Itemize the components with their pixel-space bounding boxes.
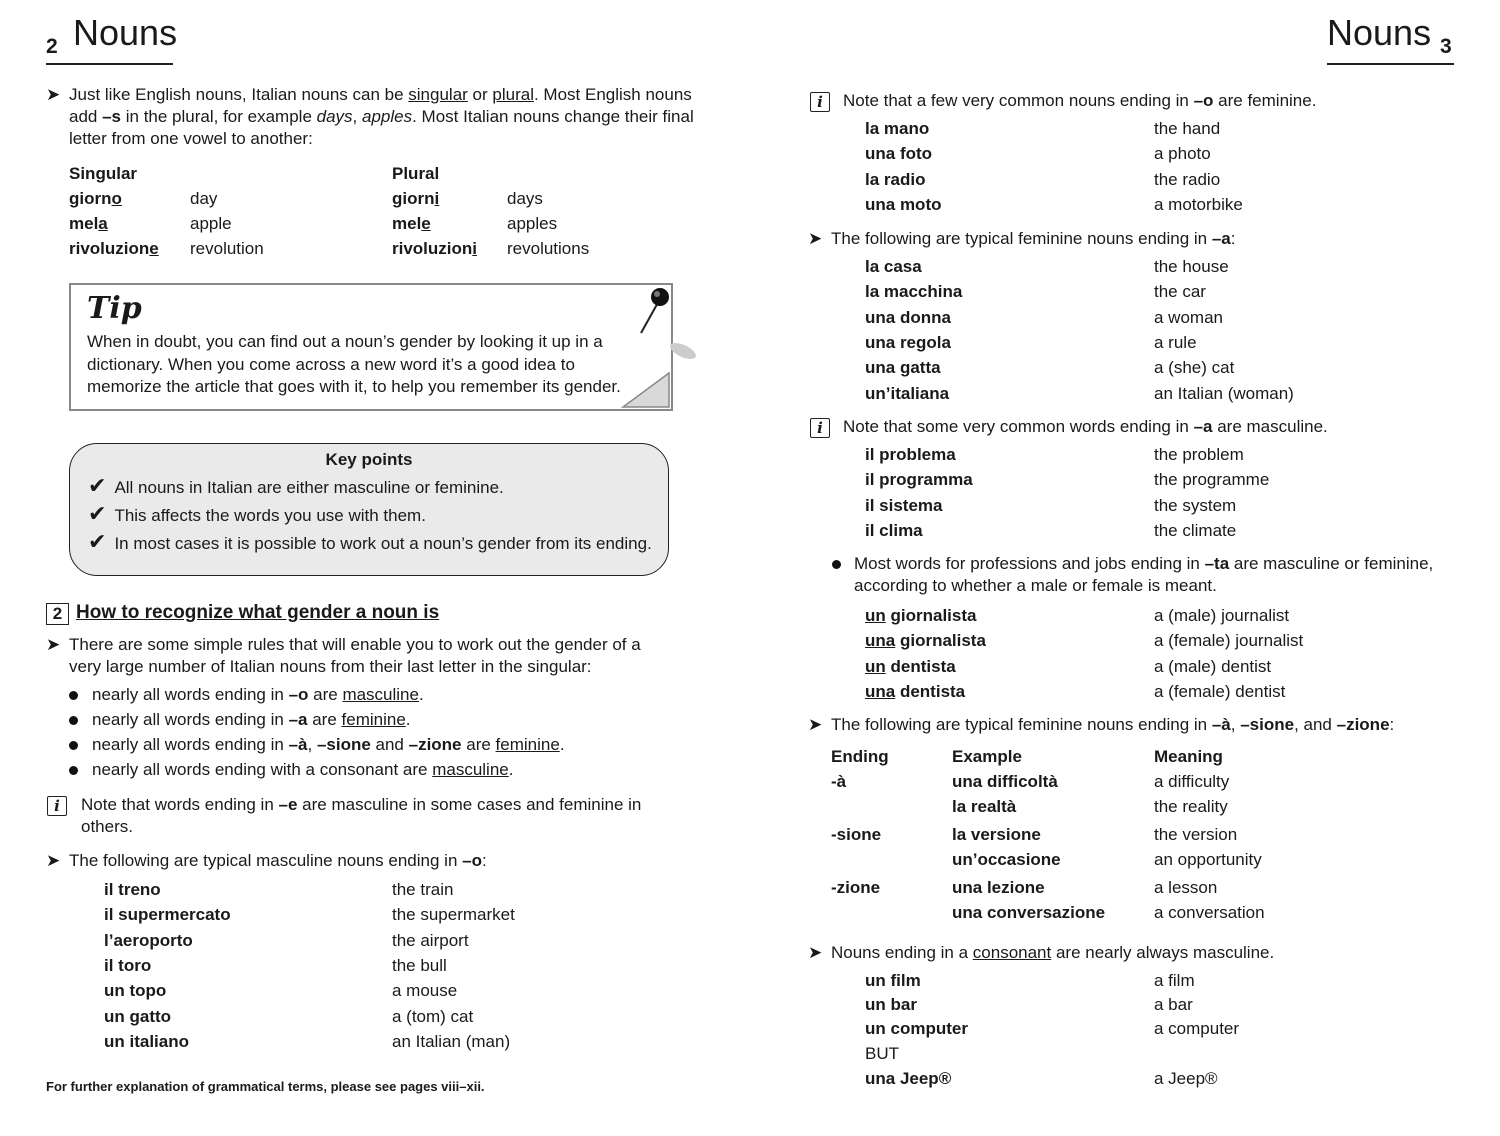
plural-word (392, 213, 431, 235)
italian-noun: una gatta (865, 358, 941, 378)
key-point-item: ✔ This affects the words you use with them. (88, 502, 426, 527)
english-meaning: a bar (1154, 995, 1193, 1014)
english-meaning: a (tom) cat (392, 1006, 474, 1026)
plural-word (392, 238, 477, 260)
english-meaning: the train (392, 880, 454, 899)
word-stem: rivoluzion (69, 239, 150, 258)
english-meaning: a mouse (392, 981, 458, 1001)
word-ending: i (472, 239, 478, 258)
article: un (865, 656, 886, 676)
english-meaning: a (female) dentist (1154, 681, 1286, 701)
italian-noun: il sistema (865, 495, 943, 515)
col-header-meaning: Meaning (1154, 747, 1223, 766)
info-icon: i (47, 796, 67, 816)
page-title: Nouns (73, 12, 178, 53)
word-ending: e (421, 214, 431, 233)
italian-noun: la casa (865, 257, 922, 276)
noun: dentista (895, 681, 966, 701)
tip-title: Tip (87, 291, 142, 326)
ending-cell: -sione (831, 825, 882, 844)
professions-note: Most words for professions and jobs ending in –ta are masculine or feminine, according to whether a male or female is meant. (854, 554, 1434, 595)
italian-noun: una moto (865, 194, 942, 214)
pushpin-icon (615, 283, 705, 411)
page-number: 2 (46, 35, 58, 58)
right-page (750, 0, 1500, 1136)
info-icon: i (810, 92, 830, 112)
but-label: BUT (865, 1044, 899, 1063)
meaning-cell: an opportunity (1154, 850, 1262, 869)
english-meaning: the climate (1154, 520, 1237, 540)
english-meaning: a (she) cat (1154, 358, 1235, 378)
english-meaning: a (male) journalist (1154, 606, 1290, 625)
section-title: How to recognize what gender a noun is (76, 602, 440, 623)
english-meaning: the supermarket (392, 905, 515, 925)
word-ending: i (434, 189, 440, 208)
english-meaning: a photo (1154, 144, 1211, 164)
arrow-icon: ➤ (46, 635, 61, 654)
word-ending: o (111, 189, 122, 208)
meaning-cell: the reality (1154, 797, 1228, 816)
exception-english: a Jeep® (1154, 1069, 1218, 1088)
info-icon: i (810, 418, 830, 438)
english-meaning: a (female) journalist (1154, 631, 1304, 651)
english-meaning: a rule (1154, 332, 1197, 352)
singular-word (69, 213, 108, 235)
intro-paragraph: Just like English nouns, Italian nouns can be singular or plural. Most English nouns add –s in the plural, for example days, apples. Most Italian nouns change their final letter from one vowel to another: (69, 85, 694, 148)
singular-word (69, 188, 122, 210)
article: una (865, 681, 896, 701)
english-meaning: the system (1154, 495, 1237, 515)
english-meaning: the hand (1154, 119, 1221, 138)
page-title: Nouns (1327, 12, 1432, 53)
italian-noun: il treno (104, 880, 161, 899)
rule-item: nearly all words ending in –o are masculine. (92, 685, 424, 704)
italian-noun: il toro (104, 955, 152, 975)
italian-noun: il supermercato (104, 905, 231, 925)
plural-meaning: days (507, 189, 543, 208)
word-ending: a (98, 214, 108, 233)
word-stem: mel (69, 214, 99, 233)
meaning-cell: the version (1154, 825, 1238, 844)
page-number: 3 (1440, 35, 1452, 58)
english-meaning: the car (1154, 282, 1206, 302)
article: una (865, 631, 896, 651)
checkmark-icon: ✔ (88, 474, 107, 499)
article: un (865, 606, 886, 625)
plural-meaning: revolutions (507, 239, 590, 258)
italian-noun (865, 605, 976, 627)
bullet-icon (69, 766, 78, 775)
plural-meaning: apples (507, 214, 558, 233)
italian-noun: un topo (104, 981, 167, 1001)
checkmark-icon: ✔ (88, 530, 107, 555)
meaning-cell: a difficulty (1154, 772, 1230, 791)
italian-noun (865, 630, 986, 652)
ending-cell: -zione (831, 878, 881, 897)
singular-word (69, 238, 159, 260)
section-number: 2 (46, 603, 69, 625)
italian-noun: il programma (865, 470, 973, 490)
plural-header: Plural (392, 164, 440, 183)
note-a: Note that some very common words ending in –a are masculine. (843, 417, 1328, 436)
key-points-title: Key points (325, 450, 413, 469)
col-header-example: Example (952, 747, 1022, 766)
word-stem: giorn (69, 189, 112, 208)
noun: giornalista (885, 606, 977, 625)
exception-italian: una Jeep® (865, 1069, 952, 1088)
masc-intro: The following are typical masculine nouns ending in –o: (69, 851, 487, 870)
plural-word (392, 188, 439, 210)
english-meaning: the house (1154, 257, 1229, 276)
meaning-cell: a lesson (1154, 878, 1218, 897)
italian-noun (865, 656, 956, 678)
consonant-intro: Nouns ending in a consonant are nearly always masculine. (831, 943, 1275, 962)
example-cell: una lezione (952, 878, 1045, 897)
word-ending: e (149, 239, 159, 258)
english-meaning: a film (1154, 971, 1195, 990)
meaning-cell: a conversation (1154, 903, 1265, 922)
bullet-icon (69, 716, 78, 725)
singular-meaning: apple (190, 214, 232, 233)
english-meaning: the airport (392, 930, 469, 950)
english-meaning: a computer (1154, 1019, 1240, 1038)
arrow-icon: ➤ (808, 715, 823, 734)
example-cell: una conversazione (952, 903, 1106, 922)
italian-noun: un computer (865, 1019, 968, 1038)
italian-noun: un film (865, 971, 921, 990)
english-meaning: a motorbike (1154, 194, 1243, 214)
noun: giornalista (895, 631, 986, 651)
arrow-icon: ➤ (46, 85, 61, 104)
english-meaning: the problem (1154, 445, 1244, 464)
italian-noun: una donna (865, 307, 951, 327)
english-meaning: a (male) dentist (1154, 656, 1272, 676)
key-point-item: ✔ In most cases it is possible to work out a noun’s gender from its ending. (88, 530, 652, 555)
singular-meaning: day (190, 189, 218, 208)
english-meaning: an Italian (man) (392, 1031, 511, 1051)
word-stem: mel (392, 214, 422, 233)
bullet-icon (69, 741, 78, 750)
example-cell: un’occasione (952, 850, 1061, 869)
english-meaning: the radio (1154, 169, 1221, 189)
fem-a-intro: The following are typical feminine nouns ending in –a: (831, 229, 1236, 248)
rule-item: nearly all words ending in –a are feminine. (92, 710, 411, 729)
english-meaning: a woman (1154, 307, 1223, 327)
singular-header: Singular (69, 164, 138, 183)
arrow-icon: ➤ (808, 229, 823, 248)
italian-noun: la mano (865, 119, 930, 138)
example-cell: la versione (952, 825, 1041, 844)
example-cell: la realtà (952, 797, 1017, 816)
note-o: Note that a few very common nouns ending in –o are feminine. (843, 91, 1317, 110)
word-stem: rivoluzion (392, 239, 473, 258)
example-cell: una difficoltà (952, 772, 1058, 791)
ending-cell: -à (831, 772, 847, 791)
col-header-ending: Ending (831, 747, 889, 766)
rule-item: nearly all words ending in –à, –sione and –zione are feminine. (92, 735, 565, 754)
italian-noun: una foto (865, 144, 933, 164)
key-points-box (69, 443, 669, 576)
tip-box (69, 283, 673, 411)
checkmark-icon: ✔ (88, 502, 107, 527)
title-underline (46, 63, 173, 65)
italian-noun: il clima (865, 520, 923, 540)
footer-note: For further explanation of grammatical terms, please see pages viii–xii. (46, 1079, 485, 1094)
title-underline (1327, 63, 1454, 65)
italian-noun: un’italiana (865, 383, 950, 403)
english-meaning: the bull (392, 955, 447, 975)
word-stem: giorn (392, 189, 435, 208)
italian-noun: una regola (865, 332, 951, 352)
tip-text: When in doubt, you can find out a noun’s gender by looking it up in a dictionary. When you come across a new word it’s a good idea to memorize the article that goes with it, to help you remember its gender. (87, 332, 621, 396)
rules-intro: There are some simple rules that will enable you to work out the gender of a very large number of Italian nouns from their last letter in the singular: (69, 635, 641, 676)
english-meaning: the programme (1154, 470, 1270, 490)
noun: dentista (885, 656, 956, 676)
italian-noun (865, 681, 965, 703)
bullet-icon (69, 691, 78, 700)
italian-noun: la radio (865, 169, 926, 189)
fem-endings-intro: The following are typical feminine nouns ending in –à, –sione, and –zione: (831, 715, 1395, 734)
rule-item: nearly all words ending with a consonant are masculine. (92, 760, 514, 779)
bullet-icon (832, 560, 841, 569)
arrow-icon: ➤ (46, 851, 61, 870)
arrow-icon: ➤ (808, 943, 823, 962)
italian-noun: il problema (865, 445, 956, 464)
italian-noun: un bar (865, 995, 917, 1014)
note-e: Note that words ending in –e are masculine in some cases and feminine in others. (81, 795, 642, 836)
italian-noun: l’aeroporto (104, 930, 193, 950)
singular-meaning: revolution (190, 239, 264, 258)
italian-noun: un gatto (104, 1006, 172, 1026)
english-meaning: an Italian (woman) (1154, 383, 1294, 403)
key-point-item: ✔ All nouns in Italian are either masculine or feminine. (88, 474, 504, 499)
italian-noun: la macchina (865, 282, 963, 302)
italian-noun: un italiano (104, 1031, 189, 1051)
